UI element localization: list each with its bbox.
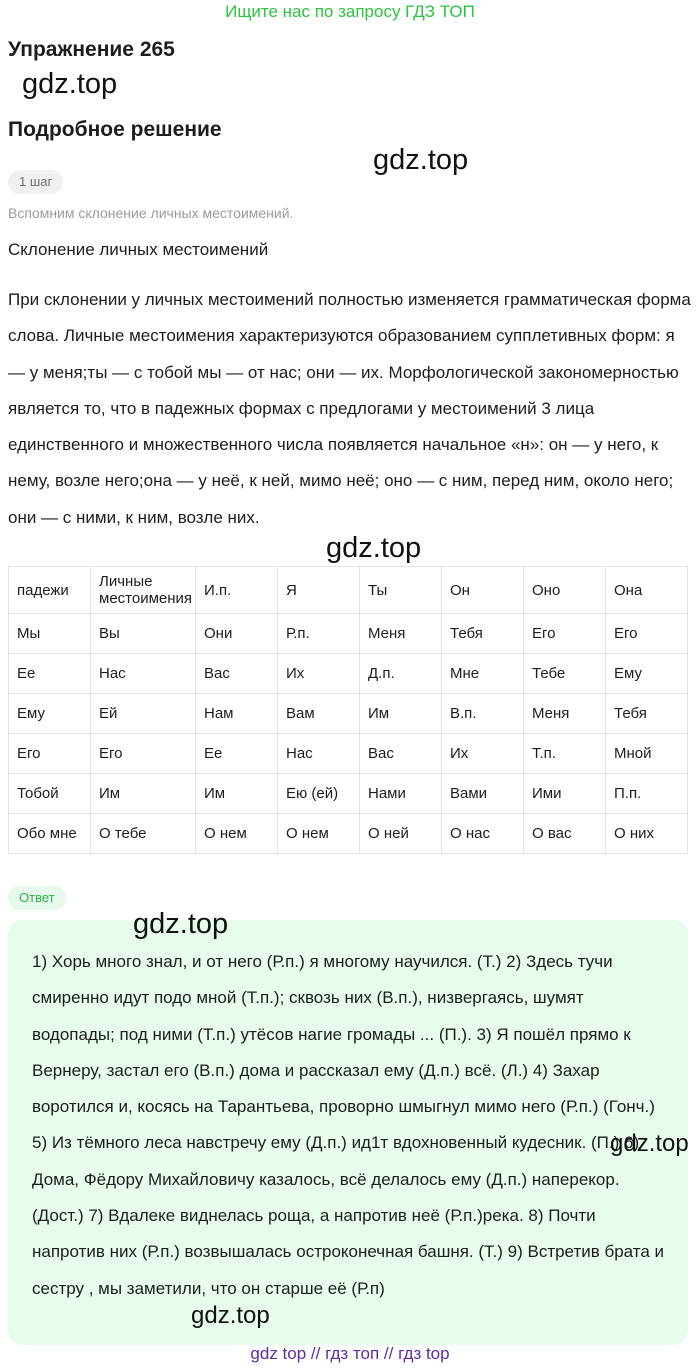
table-cell: Нами — [360, 774, 442, 814]
table-cell: Нас — [278, 734, 360, 774]
table-row — [9, 774, 688, 814]
watermark: gdz.top — [22, 68, 118, 100]
page-title: Упражнение 265 — [8, 38, 175, 61]
table-row — [9, 654, 688, 694]
table-row — [9, 694, 688, 734]
watermark: gdz.top — [191, 1302, 270, 1329]
explanation-paragraph: При склонении у личных местоимений полностью изменяется грамматическая форма слова. Личные местоимения характеризуются образованием супплетивных форм: я — у меня;ты — с тобой мы — от нас; они — их. Морфологической закономерностью является то, что в падежных формах с предлогами у местоимений 3 лица единственного и множественного числа появляется начальное «н»: он — у него, к нему, возле него;она — у неё, к ней, мимо неё; оно — с ним, перед ним, около него; они — с ними, к ним, возле них. — [8, 290, 691, 527]
table-cell: Она — [606, 567, 688, 614]
table-cell: Он — [442, 567, 524, 614]
table-cell: О вас — [524, 814, 606, 854]
table-cell: И.п. — [196, 567, 278, 614]
table-cell: Вас — [360, 734, 442, 774]
table-cell: Их — [442, 734, 524, 774]
table-cell: Меня — [360, 614, 442, 654]
table-cell: Ею (ей) — [278, 774, 360, 814]
table-cell: Мы — [9, 614, 91, 654]
table-row — [9, 614, 688, 654]
table-cell: Т.п. — [524, 734, 606, 774]
table-cell: В.п. — [442, 694, 524, 734]
table-cell: Нас — [91, 654, 196, 694]
table-cell: О нем — [196, 814, 278, 854]
table-cell: О них — [606, 814, 688, 854]
answer-box — [8, 920, 688, 1345]
table-cell: Его — [91, 734, 196, 774]
table-cell: Ими — [524, 774, 606, 814]
table-cell: Его — [524, 614, 606, 654]
table-cell: Тобой — [9, 774, 91, 814]
watermark: gdz.top — [610, 1130, 689, 1157]
watermark: gdz.top — [373, 144, 469, 176]
watermark: gdz.top — [326, 532, 422, 564]
table-cell: Р.п. — [278, 614, 360, 654]
table-cell: О нас — [442, 814, 524, 854]
table-cell: Их — [278, 654, 360, 694]
solution-heading: Подробное решение — [8, 118, 222, 141]
table-cell: Ты — [360, 567, 442, 614]
table-cell: Ей — [91, 694, 196, 734]
declension-table — [8, 566, 688, 854]
table-cell: Обо мне — [9, 814, 91, 854]
table-cell: Личные местоимения — [91, 567, 196, 614]
answer-text: 1) Хорь много знал, и от него (Р.п.) я многому научился. (Т.) 2) Здесь тучи смиренно идут подо мной (Т.п.); сквозь них (В.п.), низвергаясь, шумят водопады; под ними (Т.п.) утёсов нагие громады ... (П.). 3) Я пошёл прямо к Вернеру, застал его (В.п.) дома и рассказал ему (Д.п.) всё. (Л.) 4) Захар воротился и, косясь на Тарантьева, проворно шмыгнул мимо него (Р.п.) (Гонч.) 5) Из тёмного леса навстречу ему (Д.п.) ид1т вдохновенный кудесник. (П.) 6) Дома, Фёдору Михайловичу казалось, всё делалось ему (Д.п.) наперекор. (Дост.) 7) Вдалеке виднелась роща, а напротив неё (Р.п.)река. 8) Почти напротив них (Р.п.) возвышалась остроконечная башня. (Т.) 9) Встретив брата и сестру , мы заметили, что он старше её (Р.п) — [32, 952, 665, 1298]
table-cell: Ее — [196, 734, 278, 774]
step-badge: 1 шаг — [8, 170, 63, 194]
footer-links[interactable]: gdz top // гдз топ // гдз top — [250, 1344, 450, 1363]
table-row — [9, 814, 688, 854]
table-cell: Тебе — [524, 654, 606, 694]
table-cell: Меня — [524, 694, 606, 734]
table-cell: Им — [196, 774, 278, 814]
table-cell: Мне — [442, 654, 524, 694]
step-hint: Вспомним склонение личных местоимений. — [8, 205, 294, 221]
table-cell: П.п. — [606, 774, 688, 814]
top-banner[interactable]: Ищите нас по запросу ГДЗ ТОП — [225, 2, 475, 21]
table-cell: Им — [91, 774, 196, 814]
table-cell: Ему — [606, 654, 688, 694]
watermark: gdz.top — [133, 908, 229, 940]
section-heading: Склонение личных местоимений — [8, 240, 269, 259]
table-cell: Ее — [9, 654, 91, 694]
table-cell: Я — [278, 567, 360, 614]
table-cell: О нем — [278, 814, 360, 854]
table-cell: Вами — [442, 774, 524, 814]
table-cell: Мной — [606, 734, 688, 774]
table-cell: Тебя — [606, 694, 688, 734]
table-cell: Они — [196, 614, 278, 654]
answer-badge: Ответ — [8, 886, 66, 910]
table-cell: Нам — [196, 694, 278, 734]
table-cell: Ему — [9, 694, 91, 734]
table-cell: Вас — [196, 654, 278, 694]
table-cell: Вам — [278, 694, 360, 734]
table-cell: Д.п. — [360, 654, 442, 694]
table-cell: О ней — [360, 814, 442, 854]
table-cell: Его — [606, 614, 688, 654]
table-row — [9, 734, 688, 774]
table-cell: падежи — [9, 567, 91, 614]
table-cell: Тебя — [442, 614, 524, 654]
table-cell: Им — [360, 694, 442, 734]
table-cell: О тебе — [91, 814, 196, 854]
table-row — [9, 567, 688, 614]
table-cell: Вы — [91, 614, 196, 654]
table-cell: Его — [9, 734, 91, 774]
table-cell: Оно — [524, 567, 606, 614]
